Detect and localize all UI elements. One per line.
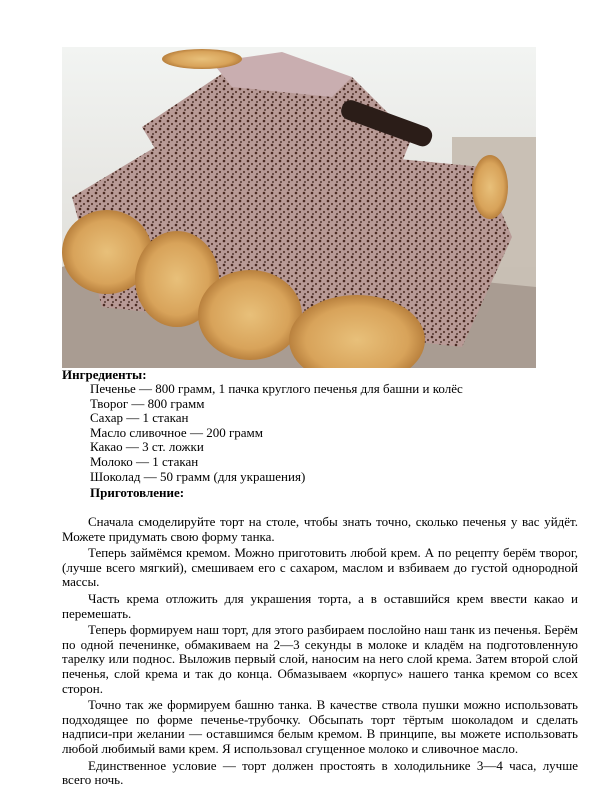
list-item: Творог — 800 грамм [90, 395, 205, 411]
paragraph: Часть крема отложить для украшения торта, а в оставшийся крем ввести какао и перемешать. [62, 590, 578, 621]
paragraph: Теперь формируем наш торт, для этого разбираем послойно наш танк из печенья. Берём по одной печенинке, обмакиваем на 2—3 секунды в молоке и кладём на подготовленную тарелку или поднос. Выложив первый слой, наносим на него слой крема. Затем второй слой печенья, слой крема и так до конца. Обмазываем «корпус» нашего танка кремом со всех сторон. [62, 622, 578, 696]
cake-photo [62, 47, 536, 368]
preparation-title: Приготовление: [90, 485, 185, 500]
paragraph: Сначала смоделируйте торт на столе, чтобы знать точно, сколько печенья у вас уйдёт. Можете придумать свою форму танка. [62, 514, 578, 544]
paragraph: Теперь займёмся кремом. Можно приготовить любой крем. А по рецепту берём творог, (лучше всего мягкий), смешиваем его с сахаром, маслом и взбиваем до густой однородной массы. [62, 545, 578, 590]
list-item: Печенье — 800 грамм, 1 пачка круглого печенья для башни и колёс [90, 381, 463, 396]
list-item: Масло сливочное — 200 грамм [90, 424, 263, 440]
list-item: Какао — 3 ст. ложки [90, 439, 204, 455]
ingredients-title: Ингредиенты: [62, 367, 147, 382]
paragraph: Единственное условие — торт должен простоять в холодильнике 3—4 часа, лучше всего ночь. [62, 757, 578, 788]
ingredients-list [90, 382, 463, 484]
paragraph: Точно так же формируем башню танка. В качестве ствола пушки можно использовать подходящее по форме печенье-трубочку. Обсыпать торт тёртым шоколадом и сделать надписи-при желании — оставшимся белым кремом. В принципе, вы можете использовать любой любимый вами крем. Я использовал сгущенное молоко и сливочное масло. [62, 697, 578, 756]
list-item: Сахар — 1 стакан [90, 410, 189, 426]
list-item: Шоколад — 50 грамм (для украшения) [90, 468, 306, 484]
preparation-text [62, 515, 578, 790]
list-item: Молоко — 1 стакан [90, 453, 199, 469]
